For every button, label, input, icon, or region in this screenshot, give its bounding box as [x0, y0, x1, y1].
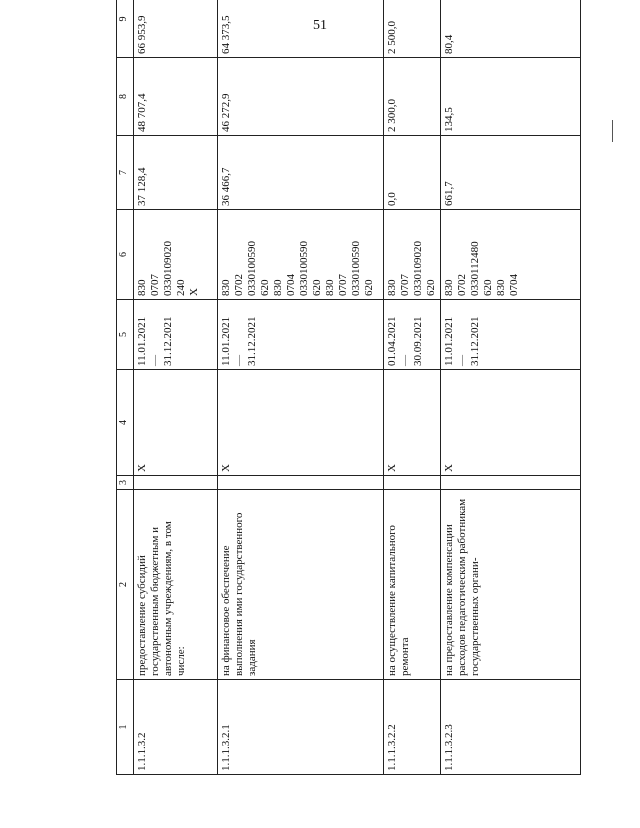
- col-3-cell: [218, 476, 384, 490]
- code-line: 0707: [336, 274, 349, 296]
- value-col-8: 46 272,9: [218, 58, 384, 136]
- column-number-row: [117, 0, 134, 775]
- code-line: 0707: [148, 274, 161, 296]
- date-separator: —: [455, 355, 468, 366]
- col-3-cell: [134, 476, 218, 490]
- code-line: 240: [174, 279, 187, 296]
- code-line: 620: [362, 279, 375, 296]
- col-8-header: 8: [117, 58, 134, 136]
- margin-mark: [612, 120, 613, 142]
- date-end: 31.12.2021: [468, 316, 481, 366]
- col-3-header: 3: [117, 476, 134, 490]
- code-line: 0330100590: [297, 241, 310, 296]
- value-col-7: 37 128,4: [134, 136, 218, 210]
- code-line: X: [187, 288, 200, 296]
- value-col-8: 2 300,0: [384, 58, 441, 136]
- item-number: 1.1.1.3.2.3: [440, 680, 580, 775]
- code-line: 0704: [507, 274, 520, 296]
- col-4-header: 4: [117, 370, 134, 476]
- rotated-table-container: [116, 15, 581, 775]
- col-4-cell: X: [218, 370, 384, 476]
- col-4-cell: X: [440, 370, 580, 476]
- table-row: [134, 0, 218, 775]
- item-number: 1.1.1.3.2.2: [384, 680, 441, 775]
- value-col-8: 134,5: [440, 58, 580, 136]
- value-col-8: 48 707,4: [134, 58, 218, 136]
- code-line: 620: [310, 279, 323, 296]
- page-number: 51: [313, 18, 327, 33]
- code-line: 0330109020: [161, 241, 174, 296]
- code-line: 620: [481, 279, 494, 296]
- col-4-cell: X: [134, 370, 218, 476]
- rotated-table-area: [116, 15, 581, 775]
- item-name: предоставление субсидий государственным бюджетным и автономным учреждениям, в том числе:: [134, 490, 218, 680]
- code-line: 0702: [455, 274, 468, 296]
- col-1-header: 1: [117, 680, 134, 775]
- item-name: на финансовое обеспечение выполнения ими государственного задания: [218, 490, 384, 680]
- value-col-7: 0,0: [384, 136, 441, 210]
- table-row: [218, 0, 384, 775]
- item-name: на осуществление капитального ремонта: [384, 490, 441, 680]
- code-line: 830: [442, 279, 455, 296]
- codes-cell: [384, 210, 441, 300]
- code-line: 830: [136, 279, 148, 296]
- date-separator: —: [398, 355, 411, 366]
- col-2-header: 2: [117, 490, 134, 680]
- date-cell: [218, 300, 384, 370]
- code-line: 830: [323, 279, 336, 296]
- date-separator: —: [232, 355, 245, 366]
- codes-cell: [440, 210, 580, 300]
- col-5-header: 5: [117, 300, 134, 370]
- codes-cell: [218, 210, 384, 300]
- date-cell: [134, 300, 218, 370]
- code-line: 830: [271, 279, 284, 296]
- budget-table: [116, 0, 581, 775]
- col-6-header: 6: [117, 210, 134, 300]
- code-line: 620: [424, 279, 437, 296]
- date-start: 11.01.2021: [442, 316, 455, 366]
- code-line: 830: [386, 279, 398, 296]
- code-line: 0330100590: [349, 241, 362, 296]
- date-separator: —: [148, 355, 161, 366]
- codes-cell: [134, 210, 218, 300]
- date-end: 31.12.2021: [161, 316, 174, 366]
- code-line: 830: [220, 279, 232, 296]
- table-row: [384, 0, 441, 775]
- item-name: на предоставление компенсации расходов педагогическим работникам государственных органи-: [440, 490, 580, 680]
- value-col-7: 36 466,7: [218, 136, 384, 210]
- date-start: 11.01.2021: [136, 316, 148, 366]
- code-line: 0707: [398, 274, 411, 296]
- item-number: 1.1.1.3.2: [134, 680, 218, 775]
- date-start: 01.04.2021: [386, 316, 398, 366]
- code-line: 0704: [284, 274, 297, 296]
- date-start: 11.01.2021: [220, 316, 232, 366]
- item-number: 1.1.1.3.2.1: [218, 680, 384, 775]
- code-line: 830: [494, 279, 507, 296]
- date-cell: [440, 300, 580, 370]
- value-col-9: 64 373,5: [218, 0, 384, 58]
- col-7-header: 7: [117, 136, 134, 210]
- value-col-9: 2 500,0: [384, 0, 441, 58]
- value-col-9: 66 953,9: [134, 0, 218, 58]
- code-line: 0330112480: [468, 241, 481, 296]
- code-line: 0330100590: [245, 241, 258, 296]
- code-line: 0702: [232, 274, 245, 296]
- value-col-7: 661,7: [440, 136, 580, 210]
- date-end: 30.09.2021: [411, 316, 424, 366]
- code-line: 620: [258, 279, 271, 296]
- col-9-header: 9: [117, 0, 134, 58]
- col-4-cell: X: [384, 370, 441, 476]
- col-3-cell: [384, 476, 441, 490]
- code-line: 0330109020: [411, 241, 424, 296]
- date-cell: [384, 300, 441, 370]
- date-end: 31.12.2021: [245, 316, 258, 366]
- table-row: [440, 0, 580, 775]
- col-3-cell: [440, 476, 580, 490]
- value-col-9: 80,4: [440, 0, 580, 58]
